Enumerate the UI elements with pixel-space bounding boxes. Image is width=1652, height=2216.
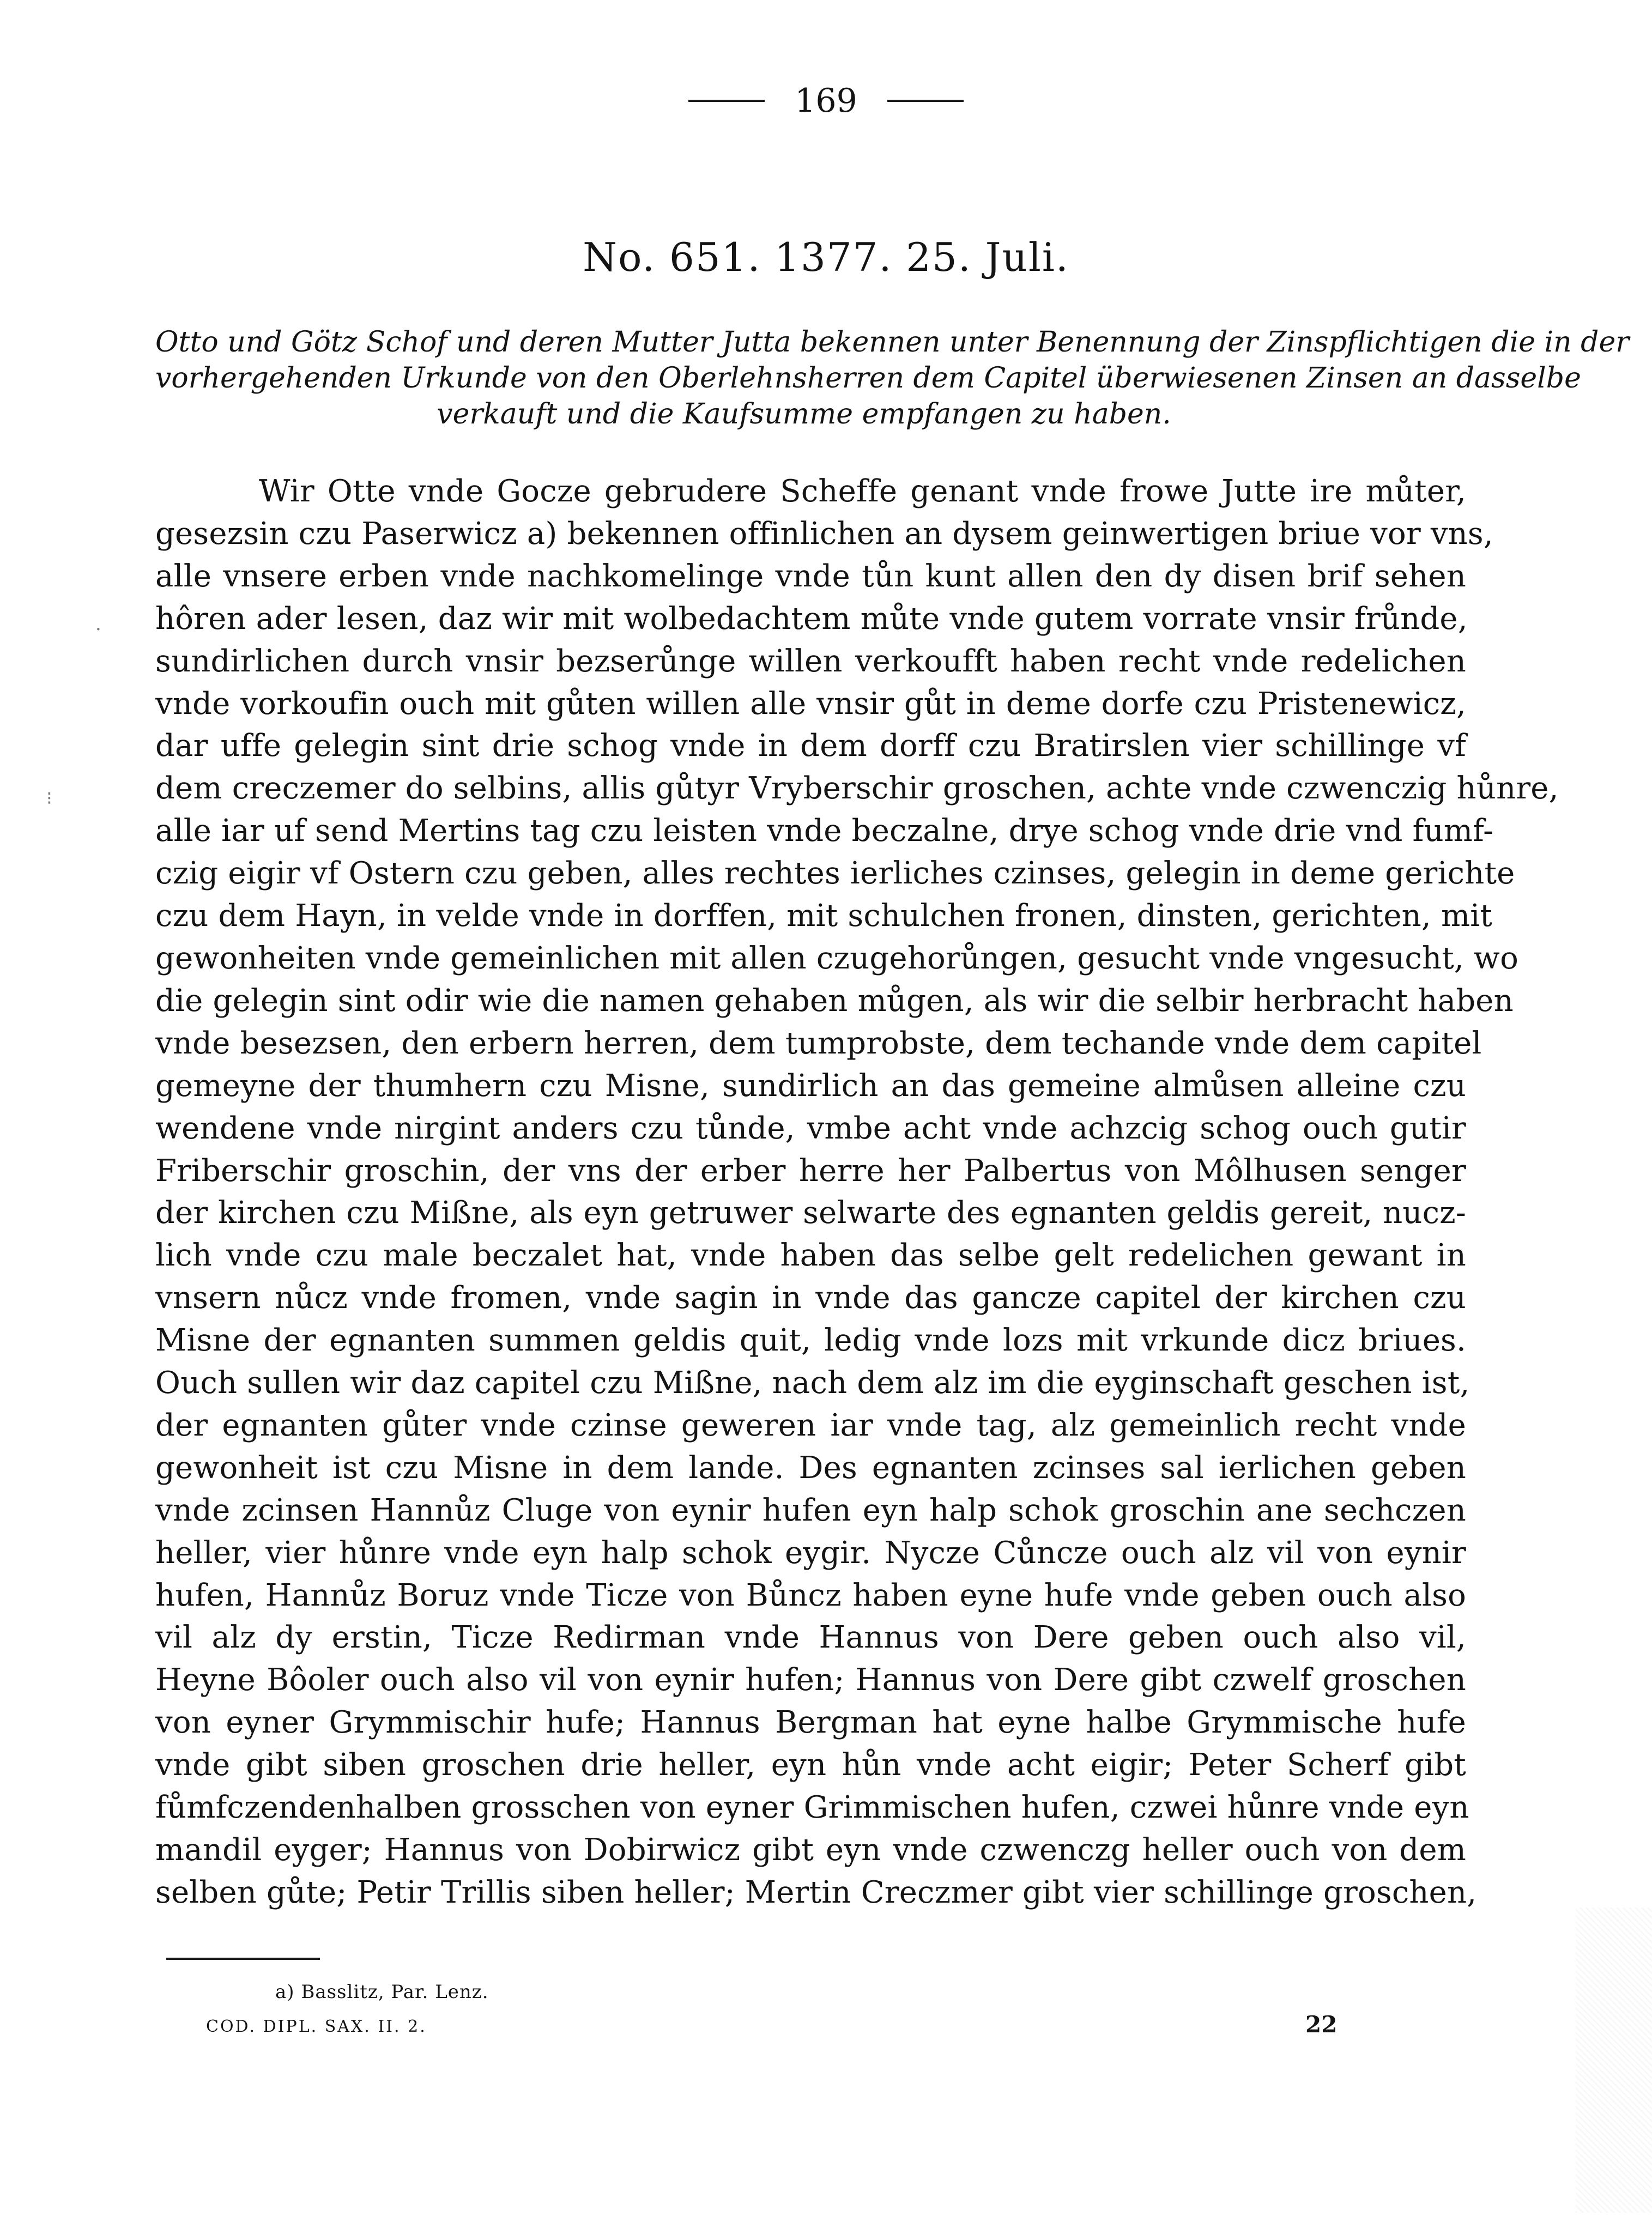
regest-line: verkauft und die Kaufsumme empfangen zu haben. — [437, 398, 1171, 431]
body-line: dem creczemer do selbins, allis gůtyr Vryberschir groschen, achte vnde czwenczig hůnre, — [155, 771, 1559, 807]
body-line: vnde gibt siben groschen drie heller, eyn hůn vnde acht eigir; Peter Scherf gibt — [155, 1747, 1466, 1783]
body-line: der egnanten gůter vnde czinse geweren iar vnde tag, alz gemeinlich recht vnde — [155, 1407, 1466, 1443]
footnote: a) Basslitz, Par. Lenz. — [275, 1981, 489, 2003]
collection-sigle: COD. DIPL. SAX. II. 2. — [206, 2017, 427, 2036]
body-line: von eyner Grymmischir hufe; Hannus Bergman hat eyne halbe Grymmische hufe — [155, 1705, 1466, 1741]
body-line: gemeyne der thumhern czu Misne, sundirlich an das gemeine almůsen alleine czu — [155, 1068, 1466, 1104]
body-line: czig eigir vf Ostern czu geben, alles rechtes ierliches czinses, gelegin in deme gerichte — [155, 856, 1515, 892]
header-dash-right — [887, 100, 964, 102]
margin-scribble-mark: ⁝ — [46, 788, 52, 809]
body-line: alle iar uf send Mertins tag czu leisten vnde beczalne, drye schog vnde drie vnd fumf- — [155, 813, 1494, 849]
body-line: lich vnde czu male beczalet hat, vnde haben das selbe gelt redelichen gewant in — [155, 1238, 1466, 1274]
body-line: fůmfczendenhalben grosschen von eyner Grimmischen hufen, czwei hůnre vnde eyn — [155, 1790, 1469, 1826]
body-line: der kirchen czu Mißne, als eyn getruwer selwarte des egnanten geldis gereit, nucz- — [155, 1195, 1466, 1231]
scan-noise — [1576, 1908, 1652, 2213]
margin-dot-mark: · — [95, 619, 101, 640]
body-line: hôren ader lesen, daz wir mit wolbedachtem můte vnde gutem vorrate vnsir frůnde, — [155, 601, 1468, 637]
document-body — [155, 470, 1559, 1914]
regest-line: vorhergehenden Urkunde von den Oberlehnsherren dem Capitel überwiesenen Zinsen an dasselbe — [155, 362, 1581, 395]
body-line: alle vnsere erben vnde nachkomelinge vnde tůn kunt allen den dy disen brif sehen — [155, 558, 1466, 594]
body-line: Heyne Bôoler ouch also vil von eynir hufen; Hannus von Dere gibt czwelf groschen — [155, 1662, 1466, 1698]
body-line: vnsern nůcz vnde fromen, vnde sagin in vnde das gancze capitel der kirchen czu — [155, 1280, 1466, 1316]
body-line: gesezsin czu Paserwicz a) bekennen offinlichen an dysem geinwertigen briue vor vns, — [155, 516, 1493, 552]
body-line: vnde besezsen, den erbern herren, dem tumprobste, dem techande vnde dem capitel — [155, 1025, 1482, 1061]
body-line: vil alz dy erstin, Ticze Redirman vnde Hannus von Dere geben ouch also vil, — [155, 1620, 1466, 1656]
body-line: die gelegin sint odir wie die namen gehaben můgen, als wir die selbir herbracht haben — [155, 983, 1514, 1019]
regest-summary — [155, 324, 1630, 432]
regest-line: Otto und Götz Schof und deren Mutter Jutta bekennen unter Benennung der Zinspflichtigen die in der — [155, 326, 1630, 359]
body-line: gewonheiten vnde gemeinlichen mit allen czugehorůngen, gesucht vnde vngesucht, wo — [155, 940, 1518, 976]
body-line: gewonheit ist czu Misne in dem lande. Des egnanten zcinses sal ierlichen geben — [155, 1450, 1466, 1486]
page-number: 169 — [795, 82, 857, 120]
sheet-signature: 22 — [1305, 2011, 1338, 2038]
body-line: Friberschir groschin, der vns der erber herre her Palbertus von Môlhusen senger — [155, 1153, 1466, 1189]
body-line: selben gůte; Petir Trillis siben heller; Mertin Creczmer gibt vier schillinge groschen, — [155, 1874, 1477, 1910]
document-heading: No. 651. 1377. 25. Juli. — [583, 234, 1069, 280]
body-line: wendene vnde nirgint anders czu tůnde, vmbe acht vnde achzcig schog ouch gutir — [155, 1110, 1466, 1146]
body-line: sundirlichen durch vnsir bezserůnge willen verkoufft haben recht vnde redelichen — [155, 643, 1466, 679]
footnote-rule — [166, 1958, 320, 1960]
body-line: hufen, Hannůz Boruz vnde Ticze von Bůncz haben eyne hufe vnde geben ouch also — [155, 1577, 1466, 1613]
body-line: Misne der egnanten summen geldis quit, ledig vnde lozs mit vrkunde dicz briues. — [155, 1323, 1466, 1359]
body-line: dar uffe gelegin sint drie schog vnde in dem dorff czu Bratirslen vier schillinge vf — [155, 728, 1466, 764]
body-line: czu dem Hayn, in velde vnde in dorffen, mit schulchen fronen, dinsten, gerichten, mit — [155, 898, 1493, 934]
body-line: vnde zcinsen Hannůz Cluge von eynir hufen eyn halp schok groschin ane sechczen — [155, 1492, 1466, 1528]
body-line: heller, vier hůnre vnde eyn halp schok eygir. Nycze Cůncze ouch alz vil von eynir — [155, 1535, 1466, 1571]
body-line: mandil eyger; Hannus von Dobirwicz gibt eyn vnde czwenczg heller ouch von dem — [155, 1832, 1466, 1868]
body-line: vnde vorkoufin ouch mit gůten willen alle vnsir gůt in deme dorfe czu Pristenewicz, — [155, 686, 1466, 722]
body-line: Ouch sullen wir daz capitel czu Mißne, nach dem alz im die eyginschaft geschen ist, — [155, 1365, 1470, 1401]
page-header — [0, 82, 1652, 125]
header-dash-left — [688, 100, 765, 102]
body-line: Wir Otte vnde Gocze gebrudere Scheffe genant vnde frowe Jutte ire můter, — [259, 474, 1466, 509]
